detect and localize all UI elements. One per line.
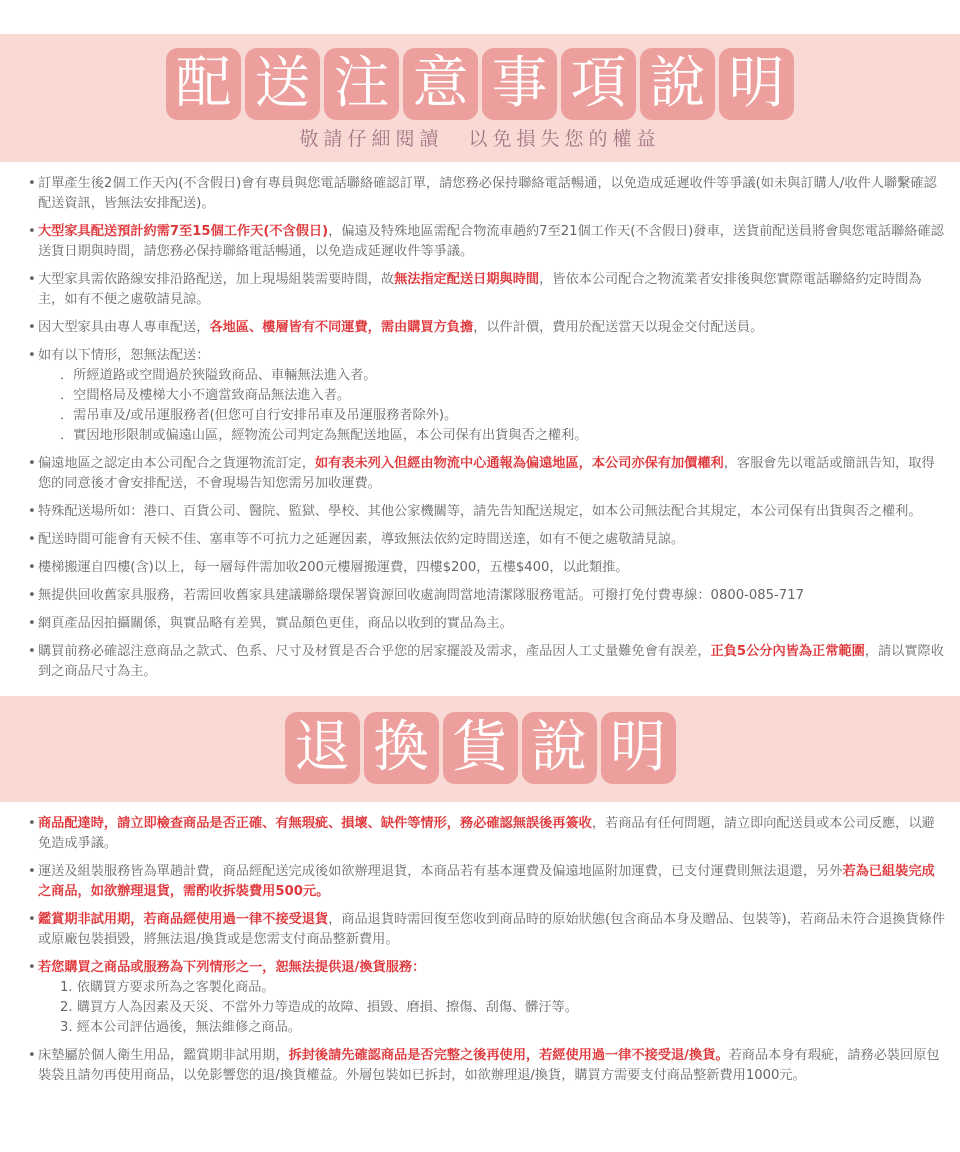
shipping-notice-list bbox=[28, 174, 946, 682]
highlight-text: 商品配達時，請立即檢查商品是否正確、有無瑕疵、損壞、缺件等情形，務必確認無誤後再簽收 bbox=[38, 816, 592, 831]
highlight-text: 各地區、樓層皆有不同運費，需由購買方負擔 bbox=[209, 320, 474, 335]
list-item bbox=[28, 318, 946, 338]
body-text: 無提供回收舊家具服務，若需回收舊家具建議聯絡環保署資源回收處詢問當地清潔隊服務電話。可撥打免付費專線：0800-085-717 bbox=[38, 588, 804, 603]
list-item bbox=[28, 174, 946, 214]
body-text: ，若商品有任何問題，請立即向配送員或本公司反應，以避免造成爭議。 bbox=[38, 816, 935, 851]
body-text: 訂單產生後2個工作天內(不含假日)會有專員與您電話聯絡確認訂單，請您務必保持聯絡電話暢通，以免造成延遲收件等爭議(如未與訂購人/收件人聯繫確認配送資訊，皆無法安排配送)。 bbox=[38, 176, 937, 211]
body-text: ，客服會先以電話或簡訊告知，取得您的同意後才會安排配送，不會現場告知您需另加收運費。 bbox=[38, 456, 935, 491]
highlight-text: 鑑賞期非試用期，若商品經使用過一律不接受退貨 bbox=[38, 912, 329, 927]
body-text: ，請以實際收到之商品尺寸為主。 bbox=[38, 644, 944, 679]
title-char-tile: 說 bbox=[522, 712, 597, 784]
returns-title bbox=[0, 696, 960, 784]
sub-list-item: 3. 經本公司評估過後，無法維修之商品。 bbox=[60, 1020, 301, 1035]
returns-banner bbox=[0, 696, 960, 802]
body-text: ，偏遠及特殊地區需配合物流車趟約7至21個工作天(不含假日)發車，送貨前配送員將會與您電話聯絡確認送貨日期與時間，請您務必保持聯絡電話暢通，以免造成延遲收件等爭議。 bbox=[38, 224, 944, 259]
body-text: ，商品退貨時需回復至您收到商品時的原始狀態(包含商品本身及贈品、包裝等)，若商品未符合退換貨條件或原廠包裝損毀，將無法退/換貨或是您需支付商品整新費用。 bbox=[38, 912, 946, 947]
list-item bbox=[28, 642, 946, 682]
list-item bbox=[28, 502, 946, 522]
list-item bbox=[28, 270, 946, 310]
highlight-text: 無法指定配送日期與時間 bbox=[394, 272, 540, 287]
title-char-tile: 明 bbox=[601, 712, 676, 784]
body-text: 若商品本身有瑕疵，請務必裝回原包裝袋且請勿再使用商品，以免影響您的退/換貨權益。外層包裝如已拆封，如欲辦理退/換貨，購買方需要支付商品整新費用1000元。 bbox=[38, 1048, 940, 1083]
body-text: 偏遠地區之認定由本公司配合之貨運物流訂定， bbox=[38, 456, 315, 471]
highlight-text: 拆封後請先確認商品是否完整之後再使用，若經使用過一律不接受退/換貨。 bbox=[288, 1048, 729, 1063]
body-text: 配送時間可能會有天候不佳、塞車等不可抗力之延遲因素，導致無法依約定時間送達，如有不便之處敬請見諒。 bbox=[38, 532, 685, 547]
list-item bbox=[28, 530, 946, 550]
title-char-tile: 意 bbox=[403, 48, 478, 120]
list-item bbox=[28, 614, 946, 634]
title-char-tile: 送 bbox=[245, 48, 320, 120]
body-text: 因大型家具由專人專車配送， bbox=[38, 320, 210, 335]
body-text: 購買前務必確認注意商品之款式、色系、尺寸及材質是否合乎您的居家擺設及需求，產品因人工丈量難免會有誤差， bbox=[38, 644, 711, 659]
list-item bbox=[28, 1046, 946, 1086]
highlight-text: 若為已組裝完成之商品，如欲辦理退貨，需酌收拆裝費用500元。 bbox=[38, 864, 935, 899]
body-text: 特殊配送場所如：港口、百貨公司、醫院、監獄、學校、其他公家機關等，請先告知配送規定，如本公司無法配合其規定，本公司保有出貨與否之權利。 bbox=[38, 504, 922, 519]
highlight-text: 若您購買之商品或服務為下列情形之一，恕無法提供退/換貨服務： bbox=[38, 960, 426, 975]
shipping-notice-banner bbox=[0, 34, 960, 162]
title-char-tile: 注 bbox=[324, 48, 399, 120]
list-item bbox=[28, 910, 946, 950]
body-text: 床墊屬於個人衛生用品，鑑賞期非試用期， bbox=[38, 1048, 289, 1063]
title-char-tile: 貨 bbox=[443, 712, 518, 784]
title-char-tile: 配 bbox=[166, 48, 241, 120]
highlight-text: 大型家具配送預計約需7至15個工作天(不含假日) bbox=[38, 224, 329, 239]
title-char-tile: 說 bbox=[640, 48, 715, 120]
returns-list bbox=[28, 814, 946, 1096]
list-item bbox=[28, 222, 946, 262]
title-char-tile: 退 bbox=[285, 712, 360, 784]
list-item bbox=[28, 346, 946, 446]
body-text: 大型家具需依路線安排沿路配送，加上現場組裝需要時間，故 bbox=[38, 272, 395, 287]
list-item bbox=[28, 814, 946, 854]
body-text: 網頁產品因拍攝關係，與實品略有差異，實品顏色更佳，商品以收到的實品為主。 bbox=[38, 616, 513, 631]
shipping-title bbox=[0, 34, 960, 120]
sub-list-item: 2. 購買方人為因素及天災、不當外力等造成的故障、損毀、磨損、擦傷、刮傷、髒汙等。 bbox=[60, 1000, 578, 1015]
sub-list-item: ．需吊車及/或吊運服務者(但您可自行安排吊車及吊運服務者除外)。 bbox=[60, 408, 458, 423]
sub-list-item: ．空間格局及樓梯大小不適當致商品無法進入者。 bbox=[60, 388, 351, 403]
list-item bbox=[28, 862, 946, 902]
list-item bbox=[28, 454, 946, 494]
title-char-tile: 項 bbox=[561, 48, 636, 120]
title-char-tile: 換 bbox=[364, 712, 439, 784]
title-char-tile: 明 bbox=[719, 48, 794, 120]
body-text: ，皆依本公司配合之物流業者安排後與您實際電話聯絡約定時間為主，如有不便之處敬請見諒。 bbox=[38, 272, 922, 307]
body-text: 如有以下情形，恕無法配送： bbox=[38, 348, 210, 363]
highlight-text: 如有表未列入但經由物流中心通報為偏遠地區，本公司亦保有加價權利 bbox=[314, 456, 724, 471]
body-text: 運送及組裝服務皆為單趟計費，商品經配送完成後如欲辦理退貨，本商品若有基本運費及偏遠地區附加運費，已支付運費則無法退還，另外 bbox=[38, 864, 843, 879]
shipping-subtitle: 敬請仔細閱讀 以免損失您的權益 bbox=[299, 128, 661, 150]
sub-list-item: 1. 依購買方要求所為之客製化商品。 bbox=[60, 980, 275, 995]
list-item bbox=[28, 558, 946, 578]
highlight-text: 正負5公分內皆為正常範圍 bbox=[710, 644, 865, 659]
title-char-tile: 事 bbox=[482, 48, 557, 120]
list-item bbox=[28, 958, 946, 1038]
list-item bbox=[28, 586, 946, 606]
body-text: ，以件計價，費用於配送當天以現金交付配送員。 bbox=[473, 320, 764, 335]
sub-list-item: ．所經道路或空間過於狹隘致商品、車輛無法進入者。 bbox=[60, 368, 377, 383]
body-text: 樓梯搬運自四樓(含)以上，每一層每件需加收200元樓層搬運費，四樓$200，五樓$400，以此類推。 bbox=[38, 560, 629, 575]
sub-list-item: ．實因地形限制或偏遠山區，經物流公司判定為無配送地區，本公司保有出貨與否之權利。 bbox=[60, 428, 588, 443]
